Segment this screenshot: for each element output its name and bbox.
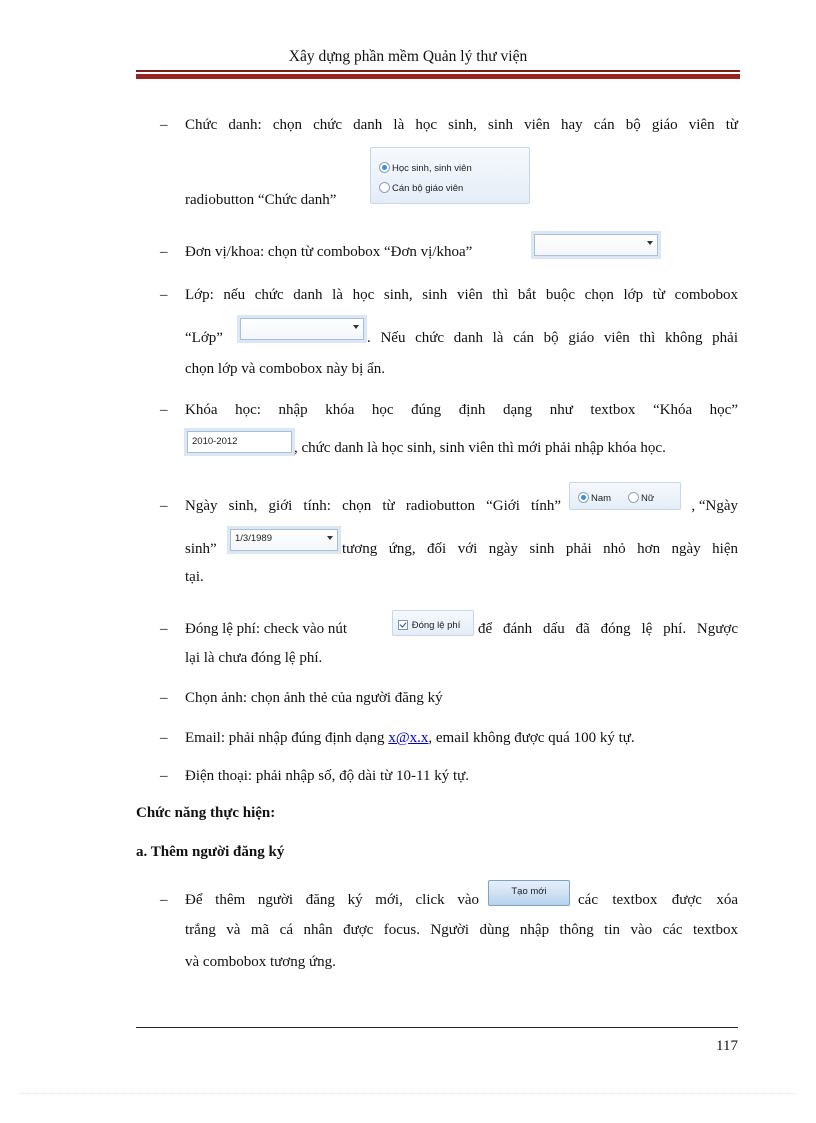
bullet: – [160, 244, 168, 260]
donvi-combobox[interactable] [534, 234, 658, 256]
lop-combobox[interactable] [240, 318, 364, 340]
ngaysinh-line1b: , “Ngày [691, 498, 738, 514]
khoahoc-line2: , chức danh là học sinh, sinh viên thì mới phải nhập khóa học. [294, 440, 666, 456]
bullet: – [160, 621, 168, 637]
footer-rule [136, 1027, 738, 1028]
lop-line2b: . Nếu chức danh là cán bộ giáo viên thì không phải [367, 330, 738, 346]
tao-moi-button[interactable]: Tạo mới [488, 880, 570, 906]
ngaysinh-date-picker[interactable]: 1/3/1989 [230, 529, 338, 551]
page-edge [20, 1093, 796, 1094]
them-line1b: các textbox được xóa [578, 892, 738, 908]
radio-unselected-icon [379, 182, 390, 193]
radio-hocsinh[interactable]: Học sinh, sinh viên [379, 159, 472, 176]
dienthoai-line: Điện thoại: phải nhập số, độ dài từ 10-11 ký tự. [185, 768, 469, 784]
checkbox-checked-icon [398, 620, 408, 630]
chevron-down-icon [647, 241, 653, 245]
lephi-line1b: để đánh dấu đã đóng lệ phí. Ngược [478, 621, 738, 637]
them-line3: và combobox tương ứng. [185, 954, 336, 970]
bullet: – [160, 892, 168, 908]
heading-them: a. Thêm người đăng ký [136, 844, 285, 860]
bullet: – [160, 498, 168, 514]
lop-line3: chọn lớp và combobox này bị ẩn. [185, 361, 385, 377]
ngaysinh-line3: tại. [185, 569, 204, 585]
ngaysinh-line1a: Ngày sinh, giới tính: chọn từ radiobutton “Giới tính” [185, 498, 561, 514]
chucdanh-radio-group [370, 147, 530, 204]
lop-line1: Lớp: nếu chức danh là học sinh, sinh viên thì bắt buộc chọn lớp từ combobox [185, 287, 738, 303]
ngaysinh-line2b: tương ứng, đối với ngày sinh phải nhỏ hơn ngày hiện [342, 541, 738, 557]
them-line2: trắng và mã cá nhân được focus. Người dùng nhập thông tin vào các textbox [185, 922, 738, 938]
radio-nu[interactable]: Nữ [628, 489, 654, 506]
chucdanh-line2: radiobutton “Chức danh” [185, 192, 337, 208]
radio-unselected-icon [628, 492, 639, 503]
chevron-down-icon [327, 536, 333, 540]
header-rule-thick [136, 74, 740, 79]
khoahoc-textbox[interactable]: 2010-2012 [187, 431, 292, 453]
chonanh-line: Chọn ảnh: chọn ảnh thẻ của người đăng ký [185, 690, 443, 706]
bullet: – [160, 117, 168, 133]
donvi-line: Đơn vị/khoa: chọn từ combobox “Đơn vị/khoa” [185, 244, 473, 260]
chucdanh-line1: Chức danh: chọn chức danh là học sinh, sinh viên hay cán bộ giáo viên từ [185, 117, 738, 133]
bullet: – [160, 690, 168, 706]
header-rule-thin [136, 70, 740, 72]
radio-selected-icon [578, 492, 589, 503]
lephi-line1a: Đóng lệ phí: check vào nút [185, 621, 348, 637]
lephi-checkbox[interactable]: Đóng lệ phí [392, 610, 474, 636]
bullet: – [160, 402, 168, 418]
email-format-link[interactable]: x@x.x [388, 730, 429, 746]
khoahoc-line1: Khóa học: nhập khóa học đúng định dạng như textbox “Khóa học” [185, 402, 738, 418]
page-header-title: Xây dựng phần mềm Quản lý thư viện [288, 48, 528, 65]
radio-nam[interactable]: Nam [578, 489, 611, 506]
ngaysinh-line2a: sinh” [185, 541, 217, 557]
page-number: 117 [716, 1038, 738, 1054]
bullet: – [160, 768, 168, 784]
lop-line2a: “Lớp” [185, 330, 223, 346]
them-line1a: Để thêm người đăng ký mới, click vào [185, 892, 479, 908]
radio-selected-icon [379, 162, 390, 173]
lephi-line2: lại là chưa đóng lệ phí. [185, 650, 323, 666]
chevron-down-icon [353, 325, 359, 329]
gioitinh-radio-group [569, 482, 681, 510]
email-line: Email: phải nhập đúng định dạng x@x.x, email không được quá 100 ký tự. [185, 730, 635, 746]
heading-chucnang: Chức năng thực hiện: [136, 805, 276, 821]
bullet: – [160, 287, 168, 303]
bullet: – [160, 730, 168, 746]
radio-canbo[interactable]: Cán bộ giáo viên [379, 179, 463, 196]
